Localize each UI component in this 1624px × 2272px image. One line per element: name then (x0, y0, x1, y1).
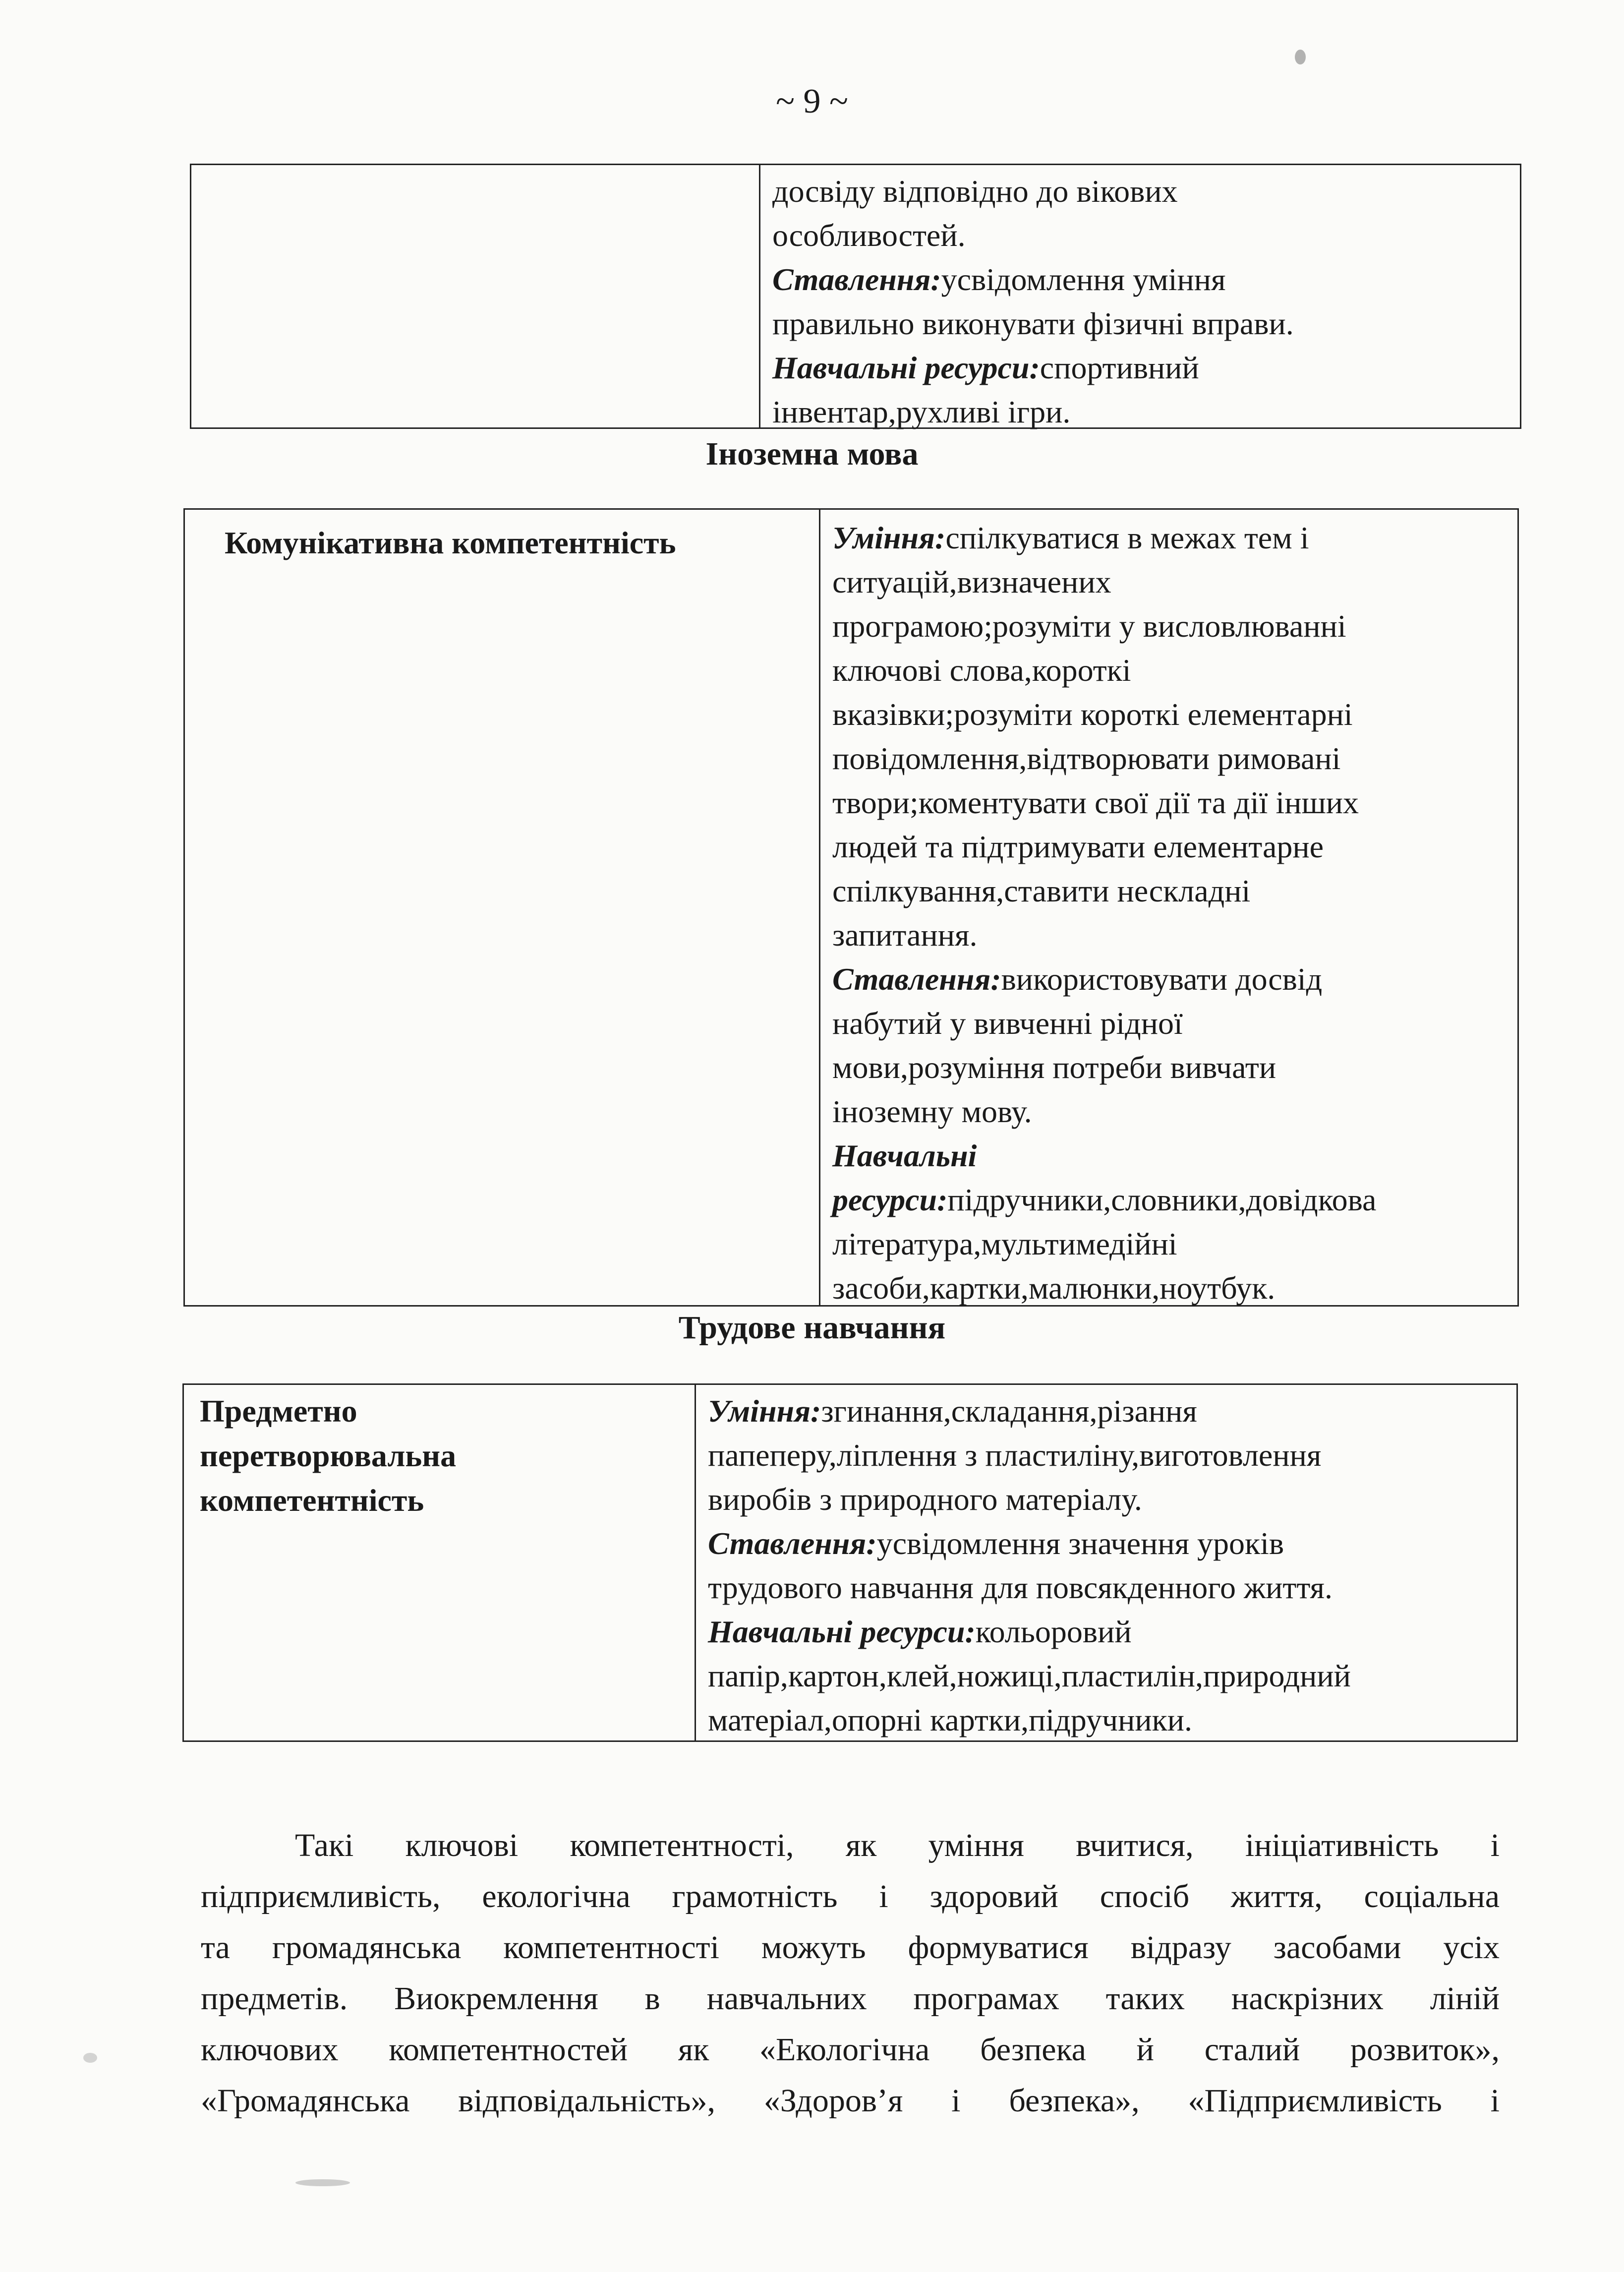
foreign-language-line (832, 692, 1510, 736)
table-continuation-right-cell (760, 165, 1520, 427)
foreign-language-text: повідомлення,відтворювати римовані (832, 741, 1341, 776)
foreign-language-line (832, 648, 1510, 692)
labor-training-line (708, 1433, 1509, 1477)
table1-text: усвідомлення уміння (941, 262, 1226, 297)
paragraph-line: предметів. Виокремлення в навчальних програмах таких наскрізних ліній (201, 1980, 1500, 2017)
foreign-language-line (832, 736, 1510, 780)
labor-training-text: усвідомлення значення уроків (876, 1526, 1284, 1561)
foreign-language-line (832, 1266, 1510, 1310)
labor-training-line (708, 1521, 1509, 1565)
labor-training-line (708, 1698, 1509, 1742)
foreign-language-line (832, 957, 1510, 1001)
foreign-language-line (832, 560, 1510, 604)
foreign-language-text: спілкуватися в межах тем і (945, 520, 1309, 555)
foreign-language-text: твори;коментувати свої дії та дії інших (832, 785, 1359, 820)
labor-training-text: згинання,складання,різання (821, 1393, 1197, 1429)
foreign-language-line (832, 1134, 1510, 1178)
foreign-language-text: програмою;розуміти у висловлюванні (832, 608, 1346, 644)
paragraph-line: ключових компетентностей як «Екологічна безпека й сталий розвиток», (201, 2032, 1500, 2068)
foreign-language-line (832, 1001, 1510, 1045)
labor-training-label: Ставлення: (708, 1526, 877, 1561)
page-number: ~ 9 ~ (776, 82, 848, 120)
labor-training-text: трудового навчання для повсякденного життя. (708, 1570, 1333, 1605)
foreign-language-line (832, 1045, 1510, 1089)
scan-speck (83, 2053, 97, 2063)
foreign-language-text: набутий у вивченні рідної (832, 1006, 1183, 1041)
paragraph-line: Такі ключові компетентності, як уміння вчитися, ініціативність і (295, 1827, 1500, 1863)
scan-speck (1295, 50, 1306, 64)
labor-training-text: кольоровий (975, 1614, 1132, 1649)
table-labor-training (182, 1383, 1518, 1742)
foreign-language-text: мови,розуміння потреби вивчати (832, 1050, 1276, 1085)
paragraph-line: та громадянська компетентності можуть формуватися відразу засобами усіх (201, 1929, 1500, 1966)
labor-training-label: Навчальні ресурси: (708, 1614, 976, 1649)
foreign-language-text: засоби,картки,малюнки,ноутбук. (832, 1270, 1276, 1306)
table-continuation-left-cell (191, 165, 760, 427)
labor-training-line (708, 1610, 1509, 1654)
table1-line (772, 346, 1513, 390)
foreign-language-text: використовувати досвід (1001, 961, 1323, 997)
labor-training-details-cell (696, 1385, 1516, 1740)
table1-line (772, 257, 1513, 301)
paragraph-line: «Громадянська відповідальність», «Здоров’я і безпека», «Підприємливість і (201, 2083, 1500, 2119)
foreign-language-line (832, 516, 1510, 560)
labor-training-line (708, 1565, 1509, 1610)
table1-line (772, 169, 1513, 213)
labor-training-text: виробів з природного матеріалу. (708, 1482, 1142, 1517)
section-title-labor-training: Трудове навчання (678, 1310, 946, 1346)
subject-transforming-competence-cell (184, 1385, 696, 1740)
table1-text: правильно виконувати фізичні вправи. (772, 306, 1294, 341)
foreign-language-text: ситуацій,визначених (832, 564, 1111, 599)
foreign-language-text: спілкування,ставити нескладні (832, 873, 1251, 908)
competence-name-line: Предметно (200, 1393, 357, 1429)
foreign-language-text: запитання. (832, 917, 978, 953)
table1-text: особливостей. (772, 218, 966, 253)
foreign-language-line (832, 913, 1510, 957)
competence-name-line: перетворювальна (200, 1438, 457, 1473)
communicative-competence-cell: Комунікативна компетентність (185, 510, 820, 1305)
table1-line (772, 390, 1513, 434)
labor-training-text: папір,картон,клей,ножиці,пластилін,природний (708, 1658, 1351, 1693)
scan-speck (295, 2179, 350, 2186)
foreign-language-text: підручники,словники,довідкова (947, 1182, 1377, 1217)
foreign-language-line (832, 825, 1510, 869)
labor-training-line (708, 1654, 1509, 1698)
table-foreign-language (183, 508, 1519, 1307)
foreign-language-label: ресурси: (832, 1182, 948, 1217)
foreign-language-line (832, 780, 1510, 825)
foreign-language-text: людей та підтримувати елементарне (832, 829, 1324, 864)
labor-training-line (708, 1477, 1509, 1521)
table1-text: спортивний (1040, 350, 1199, 385)
table1-text: досвіду відповідно до вікових (772, 174, 1178, 209)
foreign-language-line (832, 1089, 1510, 1134)
paragraph-line: підприємливість, екологічна грамотність і здоровий спосіб життя, соціальна (201, 1878, 1500, 1914)
section-title-foreign-language: Іноземна мова (705, 436, 919, 472)
foreign-language-line (832, 1222, 1510, 1266)
foreign-language-line (832, 1178, 1510, 1222)
table1-line (772, 301, 1513, 346)
foreign-language-details-cell (820, 510, 1517, 1305)
labor-training-text: матеріал,опорні картки,підручники. (708, 1702, 1192, 1737)
foreign-language-text: вказівки;розуміти короткі елементарні (832, 697, 1353, 732)
table1-label: Навчальні ресурси: (772, 350, 1040, 385)
table-continuation (190, 164, 1521, 429)
table1-line (772, 213, 1513, 257)
labor-training-line (708, 1389, 1509, 1433)
foreign-language-text: література,мультимедійні (832, 1226, 1177, 1261)
body-paragraph (201, 1820, 1500, 2126)
foreign-language-label: Ставлення: (832, 961, 1001, 997)
labor-training-label: Уміння: (708, 1393, 821, 1429)
foreign-language-label: Уміння: (832, 520, 946, 555)
foreign-language-text: ключові слова,короткі (832, 653, 1131, 688)
labor-training-text: папеперу,ліплення з пластиліну,виготовлення (708, 1437, 1322, 1473)
table1-label: Ставлення: (772, 262, 941, 297)
foreign-language-line (832, 869, 1510, 913)
table1-text: інвентар,рухливі ігри. (772, 394, 1071, 429)
foreign-language-text: іноземну мову. (832, 1094, 1032, 1129)
competence-name-line: компетентність (200, 1483, 424, 1518)
foreign-language-label: Навчальні (832, 1138, 977, 1173)
foreign-language-line (832, 604, 1510, 648)
